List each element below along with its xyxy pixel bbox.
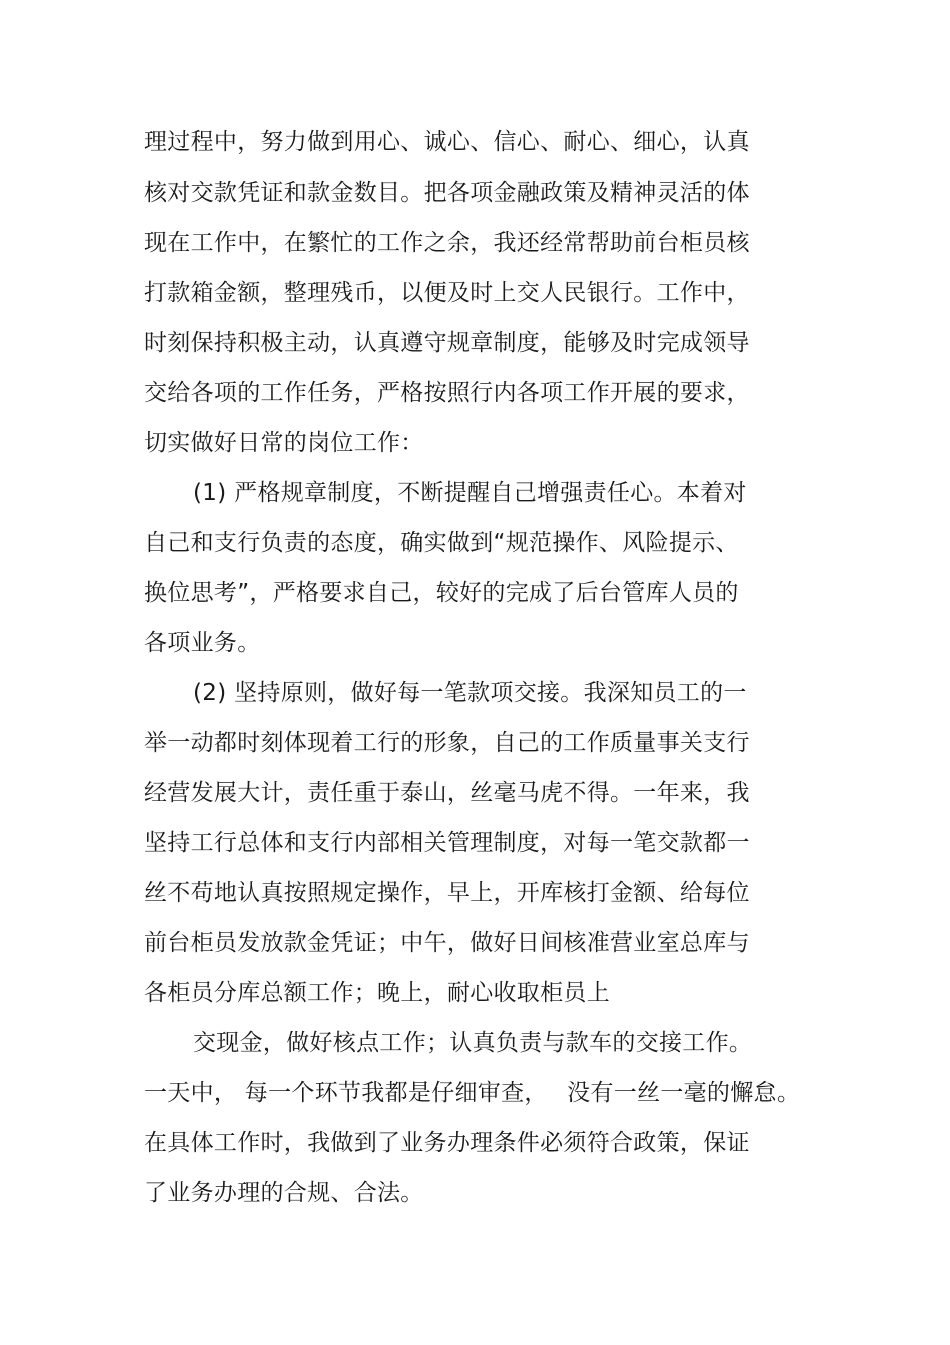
text-line: 切实做好日常的岗位工作： bbox=[144, 430, 424, 456]
text-line: 举一动都时刻体现着工行的形象，自己的工作质量事关支行 bbox=[144, 730, 750, 756]
text-line: 经营发展大计，责任重于泰山，丝毫马虎不得。一年来，我 bbox=[144, 780, 750, 806]
text-line: 丝不苟地认真按照规定操作，早上，开库核打金额、给每位 bbox=[144, 880, 750, 906]
text-line: 前台柜员发放款金凭证；中午，做好日间核准营业室总库与 bbox=[144, 930, 750, 956]
text-line: 换位思考”，严格要求自己，较好的完成了后台管库人员的 bbox=[144, 580, 739, 606]
text-line: 在具体工作时，我做到了业务办理条件必须符合政策，保证 bbox=[144, 1130, 750, 1156]
text-line: 理过程中，努力做到用心、诚心、信心、耐心、细心，认真 bbox=[144, 129, 750, 155]
text-line: 自己和支行负责的态度，确实做到“规范操作、风险提示、 bbox=[144, 530, 739, 556]
list-item-2-first-line: (2) 坚持原则，做好每一笔款项交接。我深知员工的一 bbox=[193, 680, 747, 706]
text-line: 交给各项的工作任务，严格按照行内各项工作开展的要求， bbox=[144, 380, 750, 406]
text-line: 现在工作中，在繁忙的工作之余，我还经常帮助前台柜员核 bbox=[144, 230, 750, 256]
text-line: 一天中， 每一个环节我都是仔细审查， 没有一丝一毫的懈怠。 bbox=[144, 1080, 801, 1106]
paragraph-first-line: 交现金，做好核点工作；认真负责与款车的交接工作。 bbox=[193, 1030, 753, 1056]
text-line: 各柜员分库总额工作；晚上，耐心收取柜员上 bbox=[144, 980, 610, 1006]
text-line: 各项业务。 bbox=[144, 630, 261, 656]
text-line: 打款箱金额，整理残币，以便及时上交人民银行。工作中， bbox=[144, 280, 750, 306]
text-line: 时刻保持积极主动，认真遵守规章制度，能够及时完成领导 bbox=[144, 330, 750, 356]
text-line: 核对交款凭证和款金数目。把各项金融政策及精神灵活的体 bbox=[144, 180, 750, 206]
text-line: 坚持工行总体和支行内部相关管理制度，对每一笔交款都一 bbox=[144, 830, 750, 856]
text-line: 了业务办理的合规、合法。 bbox=[144, 1180, 424, 1206]
list-item-1-first-line: (1) 严格规章制度，不断提醒自己增强责任心。本着对 bbox=[193, 480, 747, 506]
